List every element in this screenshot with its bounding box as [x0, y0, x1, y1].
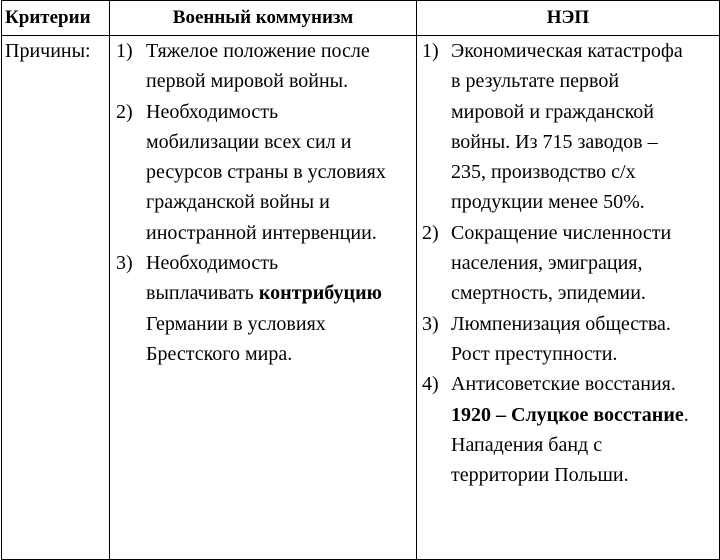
cell-nep-causes: [417, 36, 720, 560]
row-causes: [2, 36, 720, 560]
item-line: Брестского мира.: [146, 342, 293, 365]
item-line: Тяжелое положение после: [146, 40, 370, 62]
header-row: [2, 1, 720, 36]
item-line: Сокращение численности: [451, 221, 672, 244]
item-line: гражданской войны и: [146, 191, 330, 214]
item-text: .: [683, 403, 689, 426]
item-bold-text: 1920 – Слуцкое восстание: [451, 403, 684, 426]
header-war-communism: Военный коммунизм: [110, 1, 417, 36]
list-item: [417, 218, 719, 309]
item-line: населения, эмиграция,: [451, 252, 643, 275]
item-line: войны. Из 715 заводов –: [451, 130, 658, 153]
item-line: первой мировой войны.: [146, 70, 349, 93]
header-criteria: Критерии: [2, 1, 110, 36]
item-line: Антисоветские восстания.: [451, 373, 676, 396]
item-number: 2): [116, 100, 133, 123]
nep-list: [417, 36, 719, 490]
item-line: 235, производство с/х: [451, 161, 636, 184]
item-number: 3): [116, 252, 133, 275]
item-number: 3): [422, 312, 439, 335]
item-number: 4): [422, 373, 439, 396]
item-line: смертность, эпидемии.: [451, 282, 646, 305]
comparison-table: [1, 0, 720, 560]
item-line: иностранной интервенции.: [146, 221, 377, 244]
item-line: Экономическая катастрофа: [451, 40, 683, 62]
item-line: Необходимость: [146, 100, 279, 123]
item-number: 1): [422, 40, 439, 62]
item-line: [451, 400, 719, 430]
item-line: территории Польши.: [451, 464, 629, 487]
item-line: Нападения банд с: [451, 433, 603, 456]
list-item: [417, 309, 719, 370]
item-line: Люмпенизация общества.: [451, 312, 671, 335]
header-nep: НЭП: [417, 1, 720, 36]
item-line: Необходимость: [146, 252, 279, 275]
cell-war-communism-causes: [110, 36, 417, 560]
item-number: 1): [116, 40, 133, 62]
list-item: [110, 97, 416, 248]
item-number: 2): [422, 221, 439, 244]
list-item: [110, 36, 416, 97]
war-communism-list: [110, 36, 416, 369]
item-line: в результате первой: [451, 70, 620, 93]
item-line: [146, 278, 416, 308]
item-line: мобилизации всех сил и: [146, 130, 352, 153]
item-line: Рост преступности.: [451, 342, 618, 365]
item-text: выплачивать: [146, 282, 259, 305]
item-bold-text: контрибуцию: [258, 282, 382, 305]
item-line: ресурсов страны в условиях: [146, 161, 386, 184]
item-line: мировой и гражданской: [451, 100, 655, 123]
list-item: [110, 248, 416, 369]
row-label-causes: Причины:: [2, 36, 110, 560]
list-item: [417, 36, 719, 218]
list-item: [417, 369, 719, 490]
item-line: Германии в условиях: [146, 312, 326, 335]
item-line: продукции менее 50%.: [451, 191, 645, 214]
